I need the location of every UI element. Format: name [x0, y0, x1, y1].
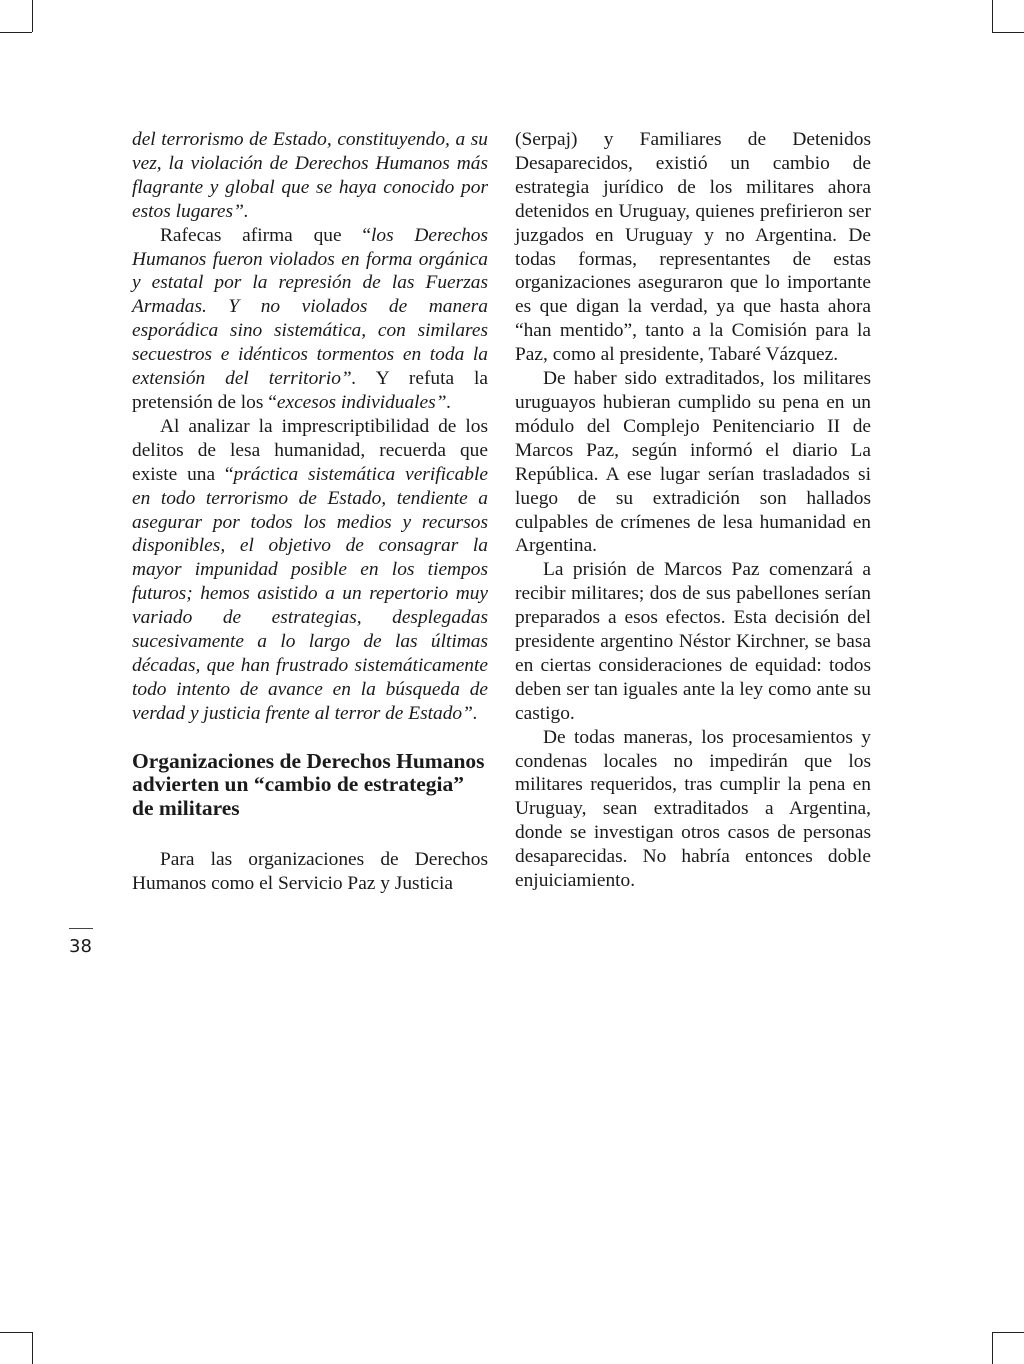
paragraph-quote-continuation	[132, 128, 488, 224]
body-text: Y refuta la pretensión de los “	[132, 368, 488, 413]
left-column	[132, 128, 488, 896]
paragraph-marcos-paz: La prisión de Marcos Paz comenzará a recibir militares; dos de sus pabellones serían preparados a esos efectos. Esta decisión del presidente argentino Néstor Kirchner, se basa en ciertas consideraciones de equidad: todos deben ser tan iguales ante la ley como ante su castigo.	[515, 559, 871, 724]
paragraph-procesamientos: De todas maneras, los procesamientos y condenas locales no impedirán que los militares requeridos, tras cumplir la pena en Uruguay, sean extraditados a Argentina, donde se investigan otros casos de personas desaparecidas. No habría entonces doble enjuiciamiento.	[515, 726, 871, 892]
section-heading: Organizaciones de Derechos Humanos advierten un “cambio de estrategia” de militares	[132, 748, 485, 820]
quote-text: excesos individuales”.	[276, 391, 452, 413]
right-column	[515, 128, 871, 893]
quote-text: los Derechos Humanos fueron violados en forma orgánica y estatal por la represión de las Fuerzas Armadas. Y no violados de manera esporádica sino sistemática, con similares secuestros e idénticos tormentos en toda la extensión del territorio”.	[132, 224, 489, 390]
quote-text: del terrorismo de Estado, constituyendo, a su vez, la violación de Derechos Humanos más flagrante y global que se haya conocido por estos lugares”.	[132, 129, 488, 222]
crop-mark-top-right-horizontal	[992, 32, 1024, 33]
paragraph-serpaj: (Serpaj) y Familiares de Detenidos Desaparecidos, existió un cambio de estrategia jurídico de los militares ahora detenidos en Uruguay, quienes prefirieron ser juzgados en Uruguay y no Argentina. De todas formas, representantes de estas organizaciones aseguraron que lo importante es que digan la verdad, ya que hasta ahora “han mentido”, tanto a la Comisión para la Paz, como al presidente, Tabaré Vázquez.	[515, 129, 871, 366]
page-number-rule	[69, 928, 93, 929]
paragraph-extraditados: De haber sido extraditados, los militares uruguayos hubieran cumplido su pena en un módulo del Complejo Penitenciario II de Marcos Paz, según informó el diario La República. A ese lugar serían trasladados si luego de su extradición son hallados culpables de crímenes de lesa humanidad en Argentina.	[515, 368, 871, 557]
body-text: Rafecas afirma que “	[160, 224, 371, 246]
body-text: Al analizar la imprescriptibilidad de los delitos de lesa humanidad, recuerda que existe una “	[132, 415, 488, 485]
page-number: 38	[69, 936, 92, 957]
paragraph-organizaciones: Para las organizaciones de Derechos Humanos como el Servicio Paz y Justicia	[132, 849, 488, 895]
crop-mark-top-left-vertical	[32, 0, 33, 32]
crop-mark-bottom-left-horizontal	[0, 1332, 32, 1333]
crop-mark-bottom-right-horizontal	[992, 1332, 1024, 1333]
paragraph-imprescriptibilidad	[132, 415, 488, 726]
crop-mark-top-left-horizontal	[0, 32, 32, 33]
quote-text: práctica sistemática verificable en todo terrorismo de Estado, tendiente a asegurar por todos los medios y recursos disponibles, el objetivo de consagrar la mayor impunidad posible en los tiempos futuros; hemos asistido a un repertorio muy variado de estrategias, desplegadas sucesivamente a lo largo de las últimas décadas, que han frustrado sistemáticamente todo intento de avance en la búsqueda de verdad y justicia frente al terror de Estado”.	[132, 463, 488, 724]
crop-mark-bottom-right-vertical	[992, 1332, 993, 1364]
crop-mark-bottom-left-vertical	[32, 1332, 33, 1364]
paragraph-rafecas	[132, 224, 488, 415]
crop-mark-top-right-vertical	[992, 0, 993, 32]
